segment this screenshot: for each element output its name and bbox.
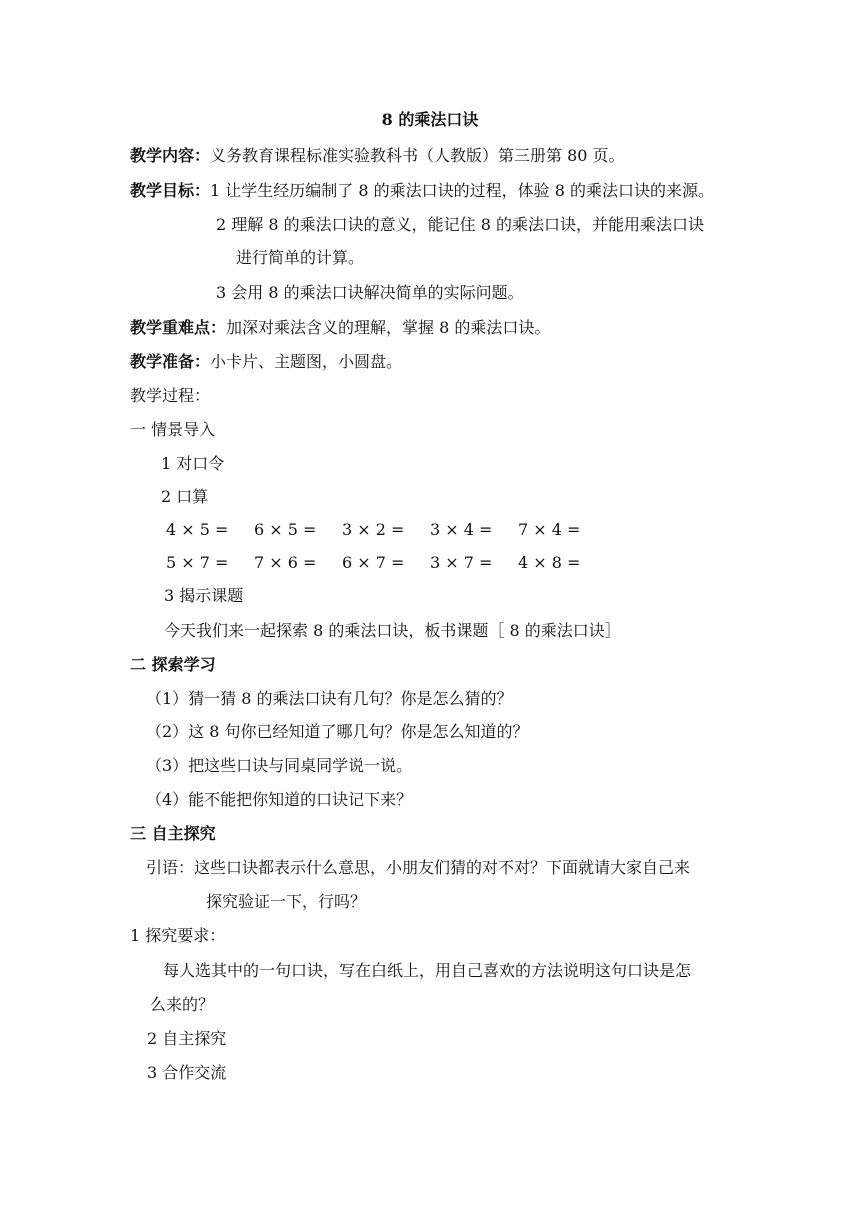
- section3-requirements-text: 每人选其中的一句口诀，写在白纸上，用自己喜欢的方法说明这句口诀是怎: [163, 961, 692, 980]
- section3-heading: 三 自主探究: [130, 824, 216, 843]
- section1-heading: 一 情景导入: [130, 420, 216, 439]
- preparation-label: 教学准备：: [130, 352, 211, 371]
- teaching-goal-1: 1 让学生经历编制了 8 的乘法口诀的过程，体验 8 的乘法口诀的来源。: [210, 181, 714, 200]
- process-label: 教学过程：: [130, 386, 211, 405]
- teaching-goal-3: 3 会用 8 的乘法口诀解决简单的实际问题。: [216, 283, 524, 302]
- math-expression: 3 × 4 =: [430, 520, 493, 539]
- math-row-1: [166, 519, 606, 541]
- section1-item1: 1 对口令: [161, 454, 225, 473]
- section2-question-4: （4）能不能把你知道的口诀记下来？: [146, 790, 413, 809]
- section1-item2: 2 口算: [161, 487, 209, 506]
- math-expression: 3 × 2 =: [342, 520, 405, 539]
- section2-heading: 二 探索学习: [130, 655, 216, 674]
- section3-intro: 引语：这些口诀都表示什么意思，小朋友们猜的对不对？下面就请大家自己来: [146, 858, 691, 877]
- teaching-goal-2-cont: 进行简单的计算。: [236, 248, 365, 267]
- math-expression: 7 × 6 =: [254, 553, 317, 572]
- math-expression: 6 × 5 =: [254, 520, 317, 539]
- math-expression: 4 × 8 =: [518, 553, 581, 572]
- key-points-text: 加深对乘法含义的理解，掌握 8 的乘法口诀。: [226, 318, 551, 337]
- preparation: [130, 351, 402, 373]
- math-expression: 6 × 7 =: [342, 553, 405, 572]
- key-points-label: 教学重难点：: [130, 318, 227, 337]
- page-title: 8 的乘法口诀: [381, 110, 479, 129]
- teaching-goal-2: 2 理解 8 的乘法口诀的意义，能记住 8 的乘法口诀，并能用乘法口诀: [216, 215, 704, 234]
- math-row-2: [166, 552, 606, 574]
- section3-step-3: 3 合作交流: [147, 1063, 227, 1082]
- math-expression: 5 × 7 =: [166, 553, 229, 572]
- math-expression: 3 × 7 =: [430, 553, 493, 572]
- section2-question-1: （1）猜一猜 8 的乘法口诀有几句？你是怎么猜的？: [146, 689, 513, 708]
- section1-item3-text: 今天我们来一起探索 8 的乘法口诀，板书课题［ 8 的乘法口诀］: [164, 621, 621, 640]
- teaching-content-text: 义务教育课程标准实验教科书（人教版）第三册第 80 页。: [210, 146, 625, 165]
- math-expression: 7 × 4 =: [518, 520, 581, 539]
- math-expression: 4 × 5 =: [166, 520, 229, 539]
- section3-requirements-heading: 1 探究要求：: [130, 926, 226, 945]
- section2-question-3: （3）把这些口诀与同桌同学说一说。: [146, 756, 413, 775]
- teaching-content: [130, 145, 625, 167]
- teaching-goals: [130, 180, 714, 202]
- teaching-content-label: 教学内容：: [130, 146, 211, 165]
- teaching-goals-label: 教学目标：: [130, 181, 211, 200]
- preparation-text: 小卡片、主题图，小圆盘。: [210, 352, 403, 371]
- section1-item3: 3 揭示课题: [164, 586, 244, 605]
- section3-step-2: 2 自主探究: [147, 1029, 227, 1048]
- section2-question-2: （2）这 8 句你已经知道了哪几句？你是怎么知道的？: [146, 722, 529, 741]
- section3-requirements-cont: 么来的？: [150, 995, 215, 1014]
- section3-intro-cont: 探究验证一下，行吗？: [206, 892, 367, 911]
- key-points: [130, 317, 550, 339]
